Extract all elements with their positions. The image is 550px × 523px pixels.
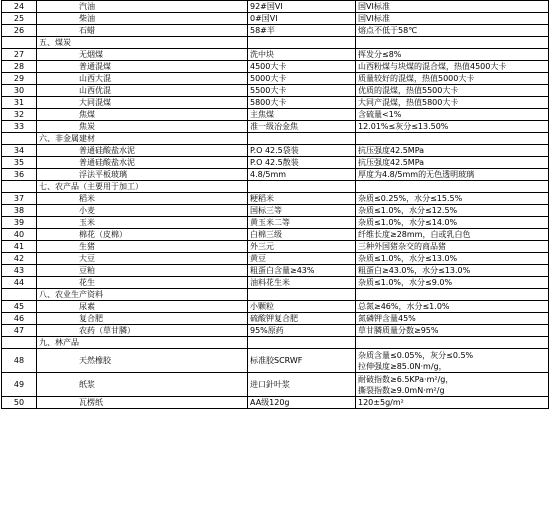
- product-name: 普通混煤: [37, 61, 248, 73]
- category-title: 六、非金属建材: [37, 133, 248, 145]
- product-note: 挥发分≤8%: [356, 49, 549, 61]
- table-row: [2, 229, 549, 241]
- product-name: 汽油: [37, 1, 248, 13]
- product-spec: [248, 37, 356, 49]
- product-note: 三种外国猪杂交的商品猪: [356, 241, 549, 253]
- product-spec: P.O 42.5散装: [248, 157, 356, 169]
- product-note: 杂质≤1.0%，水分≤14.0%: [356, 217, 549, 229]
- product-note: 熔点不低于58℃: [356, 25, 549, 37]
- table-row: [2, 73, 549, 85]
- product-spec: 国标三等: [248, 205, 356, 217]
- product-note: [356, 133, 549, 145]
- product-note: 120±5g/m²: [356, 397, 549, 409]
- product-note: 粗蛋白≥43.0%，水分≤13.0%: [356, 265, 549, 277]
- table-row: [2, 169, 549, 181]
- product-spec: 4.8/5mm: [248, 169, 356, 181]
- product-name: 玉米: [37, 217, 248, 229]
- table-row: [2, 61, 549, 73]
- product-note: 国VI标准: [356, 1, 549, 13]
- product-name: 山西优混: [37, 85, 248, 97]
- product-note: 杂质≤1.0%，水分≤13.0%: [356, 253, 549, 265]
- product-note: [356, 181, 549, 193]
- product-note: [356, 337, 549, 349]
- product-spec: 92#国VI: [248, 1, 356, 13]
- product-spec: 黄豆: [248, 253, 356, 265]
- note-line-1: 杂质含量≤0.05%，灰分≤0.5%: [358, 350, 474, 360]
- row-number: [2, 337, 37, 349]
- product-spec: 进口針叶浆: [248, 373, 356, 397]
- product-name: 焦煤: [37, 109, 248, 121]
- product-note: 杂质≤1.0%，水分≤9.0%: [356, 277, 549, 289]
- product-note: 草甘膦质量分数≥95%: [356, 325, 549, 337]
- product-name: 棉花（皮棉）: [37, 229, 248, 241]
- product-spec: 主焦煤: [248, 109, 356, 121]
- table-row: [2, 301, 549, 313]
- product-spec: 5000大卡: [248, 73, 356, 85]
- product-spec: 4500大卡: [248, 61, 356, 73]
- note-line-2: 拉伸强度≥85.0N·m/g，: [358, 361, 447, 371]
- row-number: 46: [2, 313, 37, 325]
- table-row: [2, 1, 549, 13]
- row-number: [2, 133, 37, 145]
- table-row: [2, 373, 549, 397]
- product-name: 山西大混: [37, 73, 248, 85]
- row-number: 26: [2, 25, 37, 37]
- product-note: 优质的混煤，热值5500大卡: [356, 85, 549, 97]
- product-spec: 硫酸钾复合肥: [248, 313, 356, 325]
- row-number: 50: [2, 397, 37, 409]
- table-row: [2, 277, 549, 289]
- table-row: [2, 13, 549, 25]
- row-number: 44: [2, 277, 37, 289]
- row-number: 38: [2, 205, 37, 217]
- row-number: 24: [2, 1, 37, 13]
- product-name: 焦炭: [37, 121, 248, 133]
- table-row: [2, 253, 549, 265]
- product-spec: 5800大卡: [248, 97, 356, 109]
- row-number: 39: [2, 217, 37, 229]
- row-number: 37: [2, 193, 37, 205]
- product-name: 大豆: [37, 253, 248, 265]
- product-spec: AA级120g: [248, 397, 356, 409]
- product-name: 无烟煤: [37, 49, 248, 61]
- category-title: 五、煤炭: [37, 37, 248, 49]
- product-spec: [248, 337, 356, 349]
- product-spec: [248, 289, 356, 301]
- table-row: [2, 325, 549, 337]
- category-title: 九、林产品: [37, 337, 248, 349]
- product-spec: [248, 133, 356, 145]
- product-name: 大同混煤: [37, 97, 248, 109]
- product-note: 杂质≤0.25%，水分≤15.5%: [356, 193, 549, 205]
- row-number: 31: [2, 97, 37, 109]
- row-number: 27: [2, 49, 37, 61]
- product-spec: [248, 181, 356, 193]
- product-note: 抗压强度42.5MPa: [356, 157, 549, 169]
- product-spec: 外三元: [248, 241, 356, 253]
- table-row: [2, 49, 549, 61]
- table-row: [2, 109, 549, 121]
- table-row: [2, 193, 549, 205]
- category-row: [2, 289, 549, 301]
- table-row: [2, 397, 549, 409]
- category-title: 八、农业生产资料: [37, 289, 248, 301]
- table-row: [2, 157, 549, 169]
- row-number: 35: [2, 157, 37, 169]
- product-name: 小麦: [37, 205, 248, 217]
- row-number: 40: [2, 229, 37, 241]
- table-row: [2, 217, 549, 229]
- product-note: 抗压强度42.5MPa: [356, 145, 549, 157]
- product-note: 质量较好的混煤，热值5000大卡: [356, 73, 549, 85]
- table-row: [2, 121, 549, 133]
- table-row: [2, 313, 549, 325]
- product-name: 生猪: [37, 241, 248, 253]
- product-note: 厚度为4.8/5mm的无色透明玻璃: [356, 169, 549, 181]
- product-note: 含硫量<1%: [356, 109, 549, 121]
- product-name: 复合肥: [37, 313, 248, 325]
- product-name: 普通硅酸盐水泥: [37, 157, 248, 169]
- product-spec: 标准胶SCRWF: [248, 349, 356, 373]
- table-row: [2, 25, 549, 37]
- row-number: 28: [2, 61, 37, 73]
- table-row: [2, 205, 549, 217]
- product-note: 大同产混煤，热值5800大卡: [356, 97, 549, 109]
- product-spec: 黄玉米二等: [248, 217, 356, 229]
- note-line-2: 撕裂指数≥9.0mN·m²/g: [358, 385, 445, 395]
- product-note: 杂质≤1.0%，水分≤12.5%: [356, 205, 549, 217]
- table-row: [2, 265, 549, 277]
- product-name: 柴油: [37, 13, 248, 25]
- table-row: [2, 145, 549, 157]
- product-spec: P.O 42.5袋装: [248, 145, 356, 157]
- row-number: 25: [2, 13, 37, 25]
- product-name: 瓦楞纸: [37, 397, 248, 409]
- product-spec: 油料花生米: [248, 277, 356, 289]
- row-number: 45: [2, 301, 37, 313]
- category-row: [2, 337, 549, 349]
- product-name: 豆粕: [37, 265, 248, 277]
- row-number: [2, 289, 37, 301]
- product-spec: 粗蛋白含量≥43%: [248, 265, 356, 277]
- category-row: [2, 133, 549, 145]
- product-name: 浮法平板玻璃: [37, 169, 248, 181]
- product-note: 山西粉煤与块煤的混合煤，热值4500大卡: [356, 61, 549, 73]
- product-name: 花生: [37, 277, 248, 289]
- row-number: [2, 181, 37, 193]
- product-name: 农药（草甘膦）: [37, 325, 248, 337]
- category-row: [2, 37, 549, 49]
- row-number: [2, 37, 37, 49]
- product-note: 纤维长度≥28mm，白或乳白色: [356, 229, 549, 241]
- product-note: 总氮≥46%，水分≤1.0%: [356, 301, 549, 313]
- commodity-table-body: [2, 1, 549, 409]
- product-name: 尿素: [37, 301, 248, 313]
- product-note: [356, 289, 549, 301]
- row-number: 36: [2, 169, 37, 181]
- product-name: 石蜡: [37, 25, 248, 37]
- product-name: 普通硅酸盐水泥: [37, 145, 248, 157]
- row-number: 30: [2, 85, 37, 97]
- row-number: 41: [2, 241, 37, 253]
- row-number: 48: [2, 349, 37, 373]
- product-spec: 58#半: [248, 25, 356, 37]
- product-spec: 小颗粒: [248, 301, 356, 313]
- row-number: 43: [2, 265, 37, 277]
- product-name: 稻米: [37, 193, 248, 205]
- commodity-table: [1, 0, 549, 409]
- product-spec: 95%原药: [248, 325, 356, 337]
- product-spec: 准一级冶金焦: [248, 121, 356, 133]
- product-name: 天然橡胶: [37, 349, 248, 373]
- table-row: [2, 241, 549, 253]
- product-note: 氮磷钾含量45%: [356, 313, 549, 325]
- category-row: [2, 181, 549, 193]
- category-title: 七、农产品（主要用于加工）: [37, 181, 248, 193]
- table-row: [2, 85, 549, 97]
- row-number: 29: [2, 73, 37, 85]
- table-row: [2, 349, 549, 373]
- product-spec: 洗中块: [248, 49, 356, 61]
- product-note: 国VI标准: [356, 13, 549, 25]
- table-row: [2, 97, 549, 109]
- product-spec: 粳稻米: [248, 193, 356, 205]
- row-number: 47: [2, 325, 37, 337]
- note-line-1: 耐破指数≥6.5KPa·m²/g，: [358, 374, 454, 384]
- row-number: 49: [2, 373, 37, 397]
- product-note: [356, 373, 549, 397]
- product-name: 纸浆: [37, 373, 248, 397]
- row-number: 32: [2, 109, 37, 121]
- row-number: 33: [2, 121, 37, 133]
- product-note: 12.01%≤灰分≤13.50%: [356, 121, 549, 133]
- row-number: 42: [2, 253, 37, 265]
- product-note: [356, 37, 549, 49]
- row-number: 34: [2, 145, 37, 157]
- product-spec: 0#国VI: [248, 13, 356, 25]
- product-spec: 5500大卡: [248, 85, 356, 97]
- product-spec: 白棉三级: [248, 229, 356, 241]
- product-note: [356, 349, 549, 373]
